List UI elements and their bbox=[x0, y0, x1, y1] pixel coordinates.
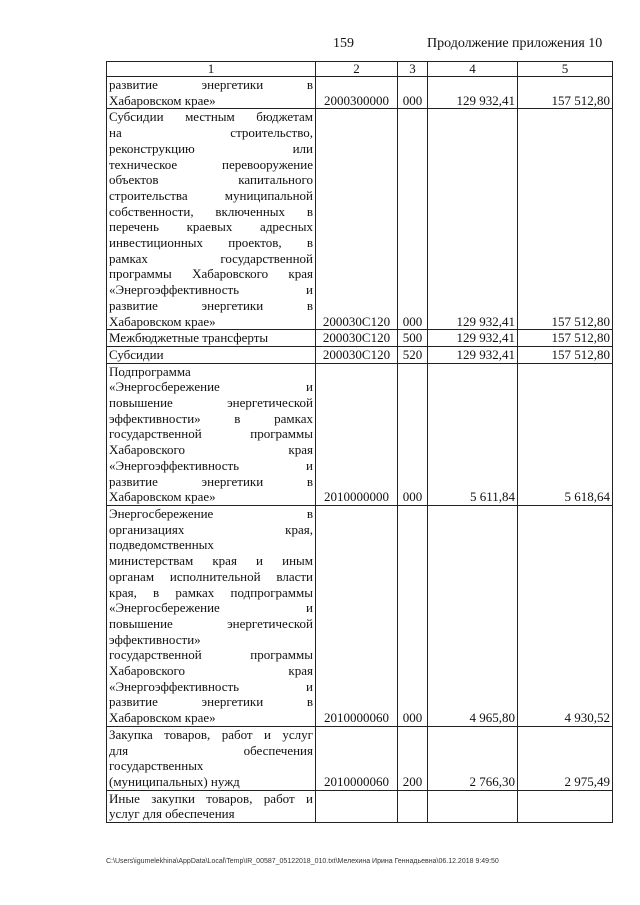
description-line: Хабаровском крае» bbox=[109, 489, 216, 505]
description-line: государственной программы bbox=[109, 647, 313, 663]
row-expense-type: 500 bbox=[398, 330, 428, 347]
row-value-2020: 157 512,80 bbox=[518, 77, 613, 109]
description-line: инвестиционных проектов, в bbox=[109, 235, 313, 251]
row-value-2019: 129 932,41 bbox=[428, 77, 518, 109]
description-line: Субсидии bbox=[109, 346, 164, 362]
row-value-2019 bbox=[428, 790, 518, 822]
description-line: «Энергоэффективность и bbox=[109, 678, 313, 694]
description-line: Хабаровском крае» bbox=[109, 313, 216, 329]
description-line: Межбюджетные трансферты bbox=[109, 330, 269, 346]
table-row bbox=[107, 346, 613, 363]
description-line: «Энергоэффективность и bbox=[109, 457, 313, 473]
description-line: перечень краевых адресных bbox=[109, 219, 313, 235]
description-line: программы Хабаровского края bbox=[109, 266, 313, 282]
row-expense-type bbox=[398, 790, 428, 822]
table-row bbox=[107, 726, 613, 790]
row-description bbox=[107, 790, 316, 822]
description-line: для обеспечения bbox=[109, 742, 313, 758]
row-value-2019: 5 611,84 bbox=[428, 363, 518, 505]
column-header: 2 bbox=[316, 62, 398, 77]
row-expense-type: 520 bbox=[398, 346, 428, 363]
description-line: Хабаровского края bbox=[109, 442, 313, 458]
row-code: 200030С120 bbox=[316, 330, 398, 347]
description-line: «Энергосбережение и bbox=[109, 600, 313, 616]
row-expense-type: 000 bbox=[398, 109, 428, 330]
row-description bbox=[107, 726, 316, 790]
description-line: Подпрограмма bbox=[109, 363, 191, 379]
description-line: организациях края, bbox=[109, 521, 313, 537]
table-row bbox=[107, 77, 613, 109]
description-line: развитие энергетики в bbox=[109, 694, 313, 710]
row-value-2019: 4 965,80 bbox=[428, 505, 518, 726]
table-row bbox=[107, 330, 613, 347]
row-description bbox=[107, 505, 316, 726]
row-expense-type: 000 bbox=[398, 77, 428, 109]
row-code: 200030С120 bbox=[316, 109, 398, 330]
column-header: 5 bbox=[518, 62, 613, 77]
row-expense-type: 000 bbox=[398, 363, 428, 505]
description-line: края, в рамках подпрограммы bbox=[109, 584, 313, 600]
row-code: 2010000000 bbox=[316, 363, 398, 505]
description-line: Хабаровском крае» bbox=[109, 92, 216, 108]
table-row bbox=[107, 363, 613, 505]
description-line: органам исполнительной власти bbox=[109, 568, 313, 584]
description-line: строительства муниципальной bbox=[109, 187, 313, 203]
row-code: 2010000060 bbox=[316, 726, 398, 790]
description-line: эффективности» bbox=[109, 631, 201, 647]
budget-table bbox=[106, 61, 613, 823]
row-expense-type: 000 bbox=[398, 505, 428, 726]
description-line: Хабаровского края bbox=[109, 663, 313, 679]
table-header-row bbox=[107, 62, 613, 77]
description-line: услуг для обеспечения bbox=[109, 806, 235, 822]
description-line: «Энергосбережение и bbox=[109, 379, 313, 395]
row-value-2020: 157 512,80 bbox=[518, 330, 613, 347]
description-line: техническое перевооружение bbox=[109, 156, 313, 172]
row-description bbox=[107, 77, 316, 109]
description-line: Закупка товаров, работ и услуг bbox=[109, 726, 313, 742]
description-line: эффективности» в рамках bbox=[109, 410, 313, 426]
row-value-2020: 5 618,64 bbox=[518, 363, 613, 505]
description-line: развитие энергетики в bbox=[109, 297, 313, 313]
description-line: повышение энергетической bbox=[109, 395, 313, 411]
row-value-2020: 157 512,80 bbox=[518, 346, 613, 363]
row-description bbox=[107, 109, 316, 330]
column-header: 4 bbox=[428, 62, 518, 77]
row-description bbox=[107, 363, 316, 505]
description-line: «Энергоэффективность и bbox=[109, 282, 313, 298]
column-header: 1 bbox=[107, 62, 316, 77]
row-expense-type: 200 bbox=[398, 726, 428, 790]
row-value-2020: 4 930,52 bbox=[518, 505, 613, 726]
description-line: министерствам края и иным bbox=[109, 553, 313, 569]
row-description bbox=[107, 330, 316, 347]
description-line: Энергосбережение в bbox=[109, 505, 313, 521]
row-code: 2000300000 bbox=[316, 77, 398, 109]
description-line: на строительство, bbox=[109, 125, 313, 141]
page-number: 159 bbox=[333, 36, 354, 51]
file-path-footer: C:\Users\igumelekhina\AppData\Local\Temp\IR_00587_05122018_010.txt\Мелехина Ирина Геннадьевна\06.12.2018 9:49:50 bbox=[106, 858, 499, 865]
description-line: рамках государственной bbox=[109, 250, 313, 266]
row-value-2020: 2 975,49 bbox=[518, 726, 613, 790]
description-line: Иные закупки товаров, работ и bbox=[109, 790, 313, 806]
row-description bbox=[107, 346, 316, 363]
description-line: Субсидии местным бюджетам bbox=[109, 109, 313, 125]
description-line: развитие энергетики в bbox=[109, 77, 313, 92]
description-line: реконструкцию или bbox=[109, 140, 313, 156]
row-value-2020: 157 512,80 bbox=[518, 109, 613, 330]
row-code bbox=[316, 790, 398, 822]
description-line: подведомственных bbox=[109, 537, 214, 553]
row-code: 2010000060 bbox=[316, 505, 398, 726]
row-value-2019: 2 766,30 bbox=[428, 726, 518, 790]
description-line: собственности, включенных в bbox=[109, 203, 313, 219]
row-value-2019: 129 932,41 bbox=[428, 330, 518, 347]
description-line: объектов капитального bbox=[109, 172, 313, 188]
description-line: государственной программы bbox=[109, 426, 313, 442]
continuation-label: Продолжение приложения 10 bbox=[427, 36, 603, 51]
table-row bbox=[107, 505, 613, 726]
row-value-2020 bbox=[518, 790, 613, 822]
row-code: 200030С120 bbox=[316, 346, 398, 363]
description-line: государственных bbox=[109, 758, 204, 774]
table-row bbox=[107, 790, 613, 822]
description-line: развитие энергетики в bbox=[109, 473, 313, 489]
row-value-2019: 129 932,41 bbox=[428, 346, 518, 363]
description-line: Хабаровском крае» bbox=[109, 710, 216, 726]
description-line: (муниципальных) нужд bbox=[109, 773, 240, 789]
description-line: повышение энергетической bbox=[109, 615, 313, 631]
row-value-2019: 129 932,41 bbox=[428, 109, 518, 330]
column-header: 3 bbox=[398, 62, 428, 77]
table-row bbox=[107, 109, 613, 330]
